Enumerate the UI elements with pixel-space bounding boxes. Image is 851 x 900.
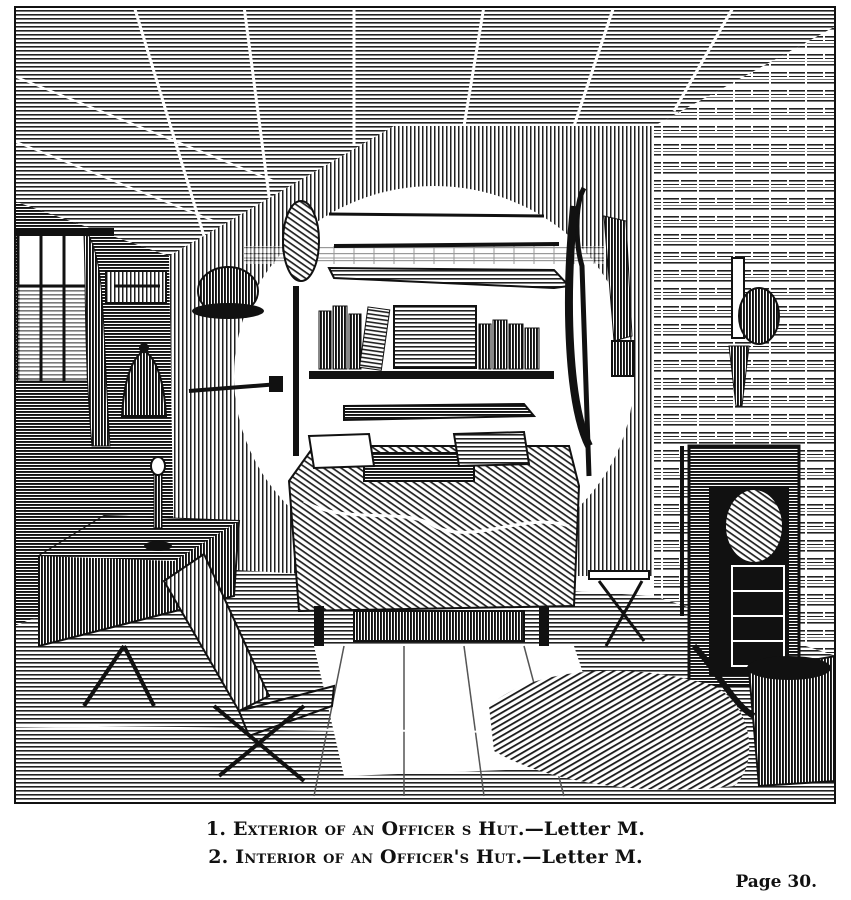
caption-2-number: 2.: [208, 846, 229, 868]
caption-2-letter: Letter M.: [541, 846, 643, 868]
coat-hook-rack: [106, 271, 166, 303]
caption-2-title: Interior of an Officer's Hut.: [235, 846, 523, 868]
caption-2-dash: —: [522, 846, 542, 868]
caption-line-1: [0, 818, 851, 840]
caption-1-title: Exterior of an Officer s Hut.: [233, 818, 525, 840]
caption-1-letter: Letter M.: [543, 818, 646, 840]
engraving-officers-hut-interior: [14, 6, 836, 804]
caption-1-number: 1.: [205, 818, 227, 840]
caption-1-dash: —: [524, 818, 544, 840]
page-number: Page 30.: [735, 872, 817, 892]
caption-line-2: [0, 846, 851, 868]
